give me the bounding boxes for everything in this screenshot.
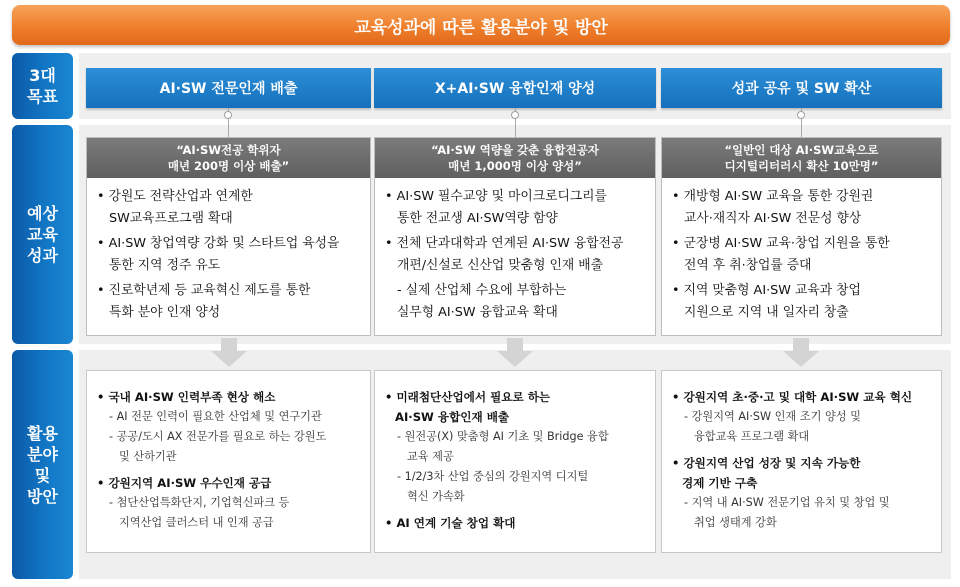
- utilization-card-2: [374, 370, 656, 553]
- utilization-sub-item: - 지역 내 AI·SW 전문기업 유치 및 창업 및 취업 생태계 강화: [684, 496, 890, 529]
- outcome-item: • 개방형 AI·SW 교육을 통한 강원권 교사·재직자 AI·SW 전문성 향상: [672, 189, 874, 226]
- connector-dot-3: [797, 111, 805, 119]
- utilization-main-item: • 강원지역 초·중·고 및 대학 AI·SW 교육 혁신: [672, 390, 913, 404]
- utilization-sub-item: - 1/2/3차 산업 중심의 강원지역 디지털 혁신 가속화: [397, 470, 589, 503]
- outcome-card-1: [86, 137, 371, 336]
- utilization-main-item: • AI 연계 기술 창업 확대: [385, 516, 516, 530]
- outcome-item: • 군장병 AI·SW 교육·창업 지원을 통한 전역 후 취·창업률 증대: [672, 236, 890, 273]
- outcome-item: • 지역 맞춤형 AI·SW 교육과 창업 지원으로 지역 내 일자리 창출: [672, 283, 861, 320]
- outcome-card-2: [374, 137, 656, 336]
- utilization-card-1: [86, 370, 371, 553]
- utilization-main-item: • 국내 AI·SW 인력부족 현상 해소: [97, 390, 276, 404]
- outcome-headline-line: 매년 1,000명 이상 양성”: [448, 159, 582, 173]
- goal-box-2: X+AI·SW 융합인재 양성: [374, 68, 656, 108]
- outcome-headline-1: [87, 138, 370, 178]
- outcome-headline-line: 매년 200명 이상 배출”: [167, 159, 290, 173]
- row-label-outcomes: 예상 교육 성과: [12, 125, 73, 344]
- outcome-headline-3: [662, 138, 941, 178]
- utilization-sub-item: - 첨단산업특화단지, 기업혁신파크 등 지역산업 클러스터 내 인재 공급: [109, 496, 290, 529]
- utilization-sub-item: - 원전공(X) 맞춤형 AI 기초 및 Bridge 융합 교육 제공: [397, 430, 609, 463]
- outcome-item: • AI·SW 필수교양 및 마이크로디그리를 통한 전교생 AI·SW역량 함양: [385, 189, 607, 226]
- connector-dot-2: [511, 111, 519, 119]
- outcome-headline-line: “AI·SW 역량을 갖춘 융합전공자: [431, 143, 599, 157]
- down-arrow-icon: [209, 338, 249, 368]
- down-arrow-icon: [495, 338, 535, 368]
- utilization-sub-item: - 강원지역 AI·SW 인재 조기 양성 및 융합교육 프로그램 확대: [684, 410, 861, 443]
- goal-box-1: AI·SW 전문인재 배출: [86, 68, 371, 108]
- outcome-headline-line: “AI·SW전공 학위자: [176, 143, 281, 157]
- utilization-card-3: [661, 370, 942, 553]
- row-label-goals: 3대 목표: [12, 53, 73, 119]
- outcome-headline-line: “일반인 대상 AI·SW교육으로: [724, 143, 879, 157]
- outcome-card-3: [661, 137, 942, 336]
- outcome-sub-item: - 실제 산업체 수요에 부합하는 실무형 AI·SW 융합교육 확대: [397, 283, 567, 320]
- utilization-sub-item: - AI 전문 인력이 필요한 산업체 및 연구기관: [109, 410, 322, 423]
- outcome-item: • 강원도 전략산업과 연계한 SW교육프로그램 확대: [97, 189, 253, 226]
- utilization-sub-item: - 공공/도시 AX 전문가를 필요로 하는 강원도 및 산하기관: [109, 430, 327, 463]
- diagram-title: 교육성과에 따른 활용분야 및 방안: [12, 5, 950, 45]
- outcome-item: • 진로학년제 등 교육혁신 제도를 통한 특화 분야 인재 양성: [97, 283, 311, 320]
- outcome-headline-2: [375, 138, 655, 178]
- connector-dot-1: [224, 111, 232, 119]
- outcome-item: • AI·SW 창업역량 강화 및 스타트업 육성을 통한 지역 정주 유도: [97, 236, 340, 273]
- row-label-utilization: 활용 분야 및 방안: [12, 350, 73, 579]
- utilization-main-item: • 강원지역 AI·SW 우수인재 공급: [97, 476, 272, 490]
- utilization-main-item: • 강원지역 산업 성장 및 지속 가능한 경제 기반 구축: [672, 456, 861, 490]
- down-arrow-icon: [781, 338, 821, 368]
- goal-box-3: 성과 공유 및 SW 확산: [661, 68, 942, 108]
- outcome-item: • 전체 단과대학과 연계된 AI·SW 융합전공 개편/신설로 신산업 맞춤형 인재 배출: [385, 236, 624, 273]
- outcome-headline-line: 디지털리터러시 확산 10만명”: [724, 159, 879, 173]
- utilization-main-item: • 미래첨단산업에서 필요로 하는 AI·SW 융합인재 배출: [385, 390, 551, 424]
